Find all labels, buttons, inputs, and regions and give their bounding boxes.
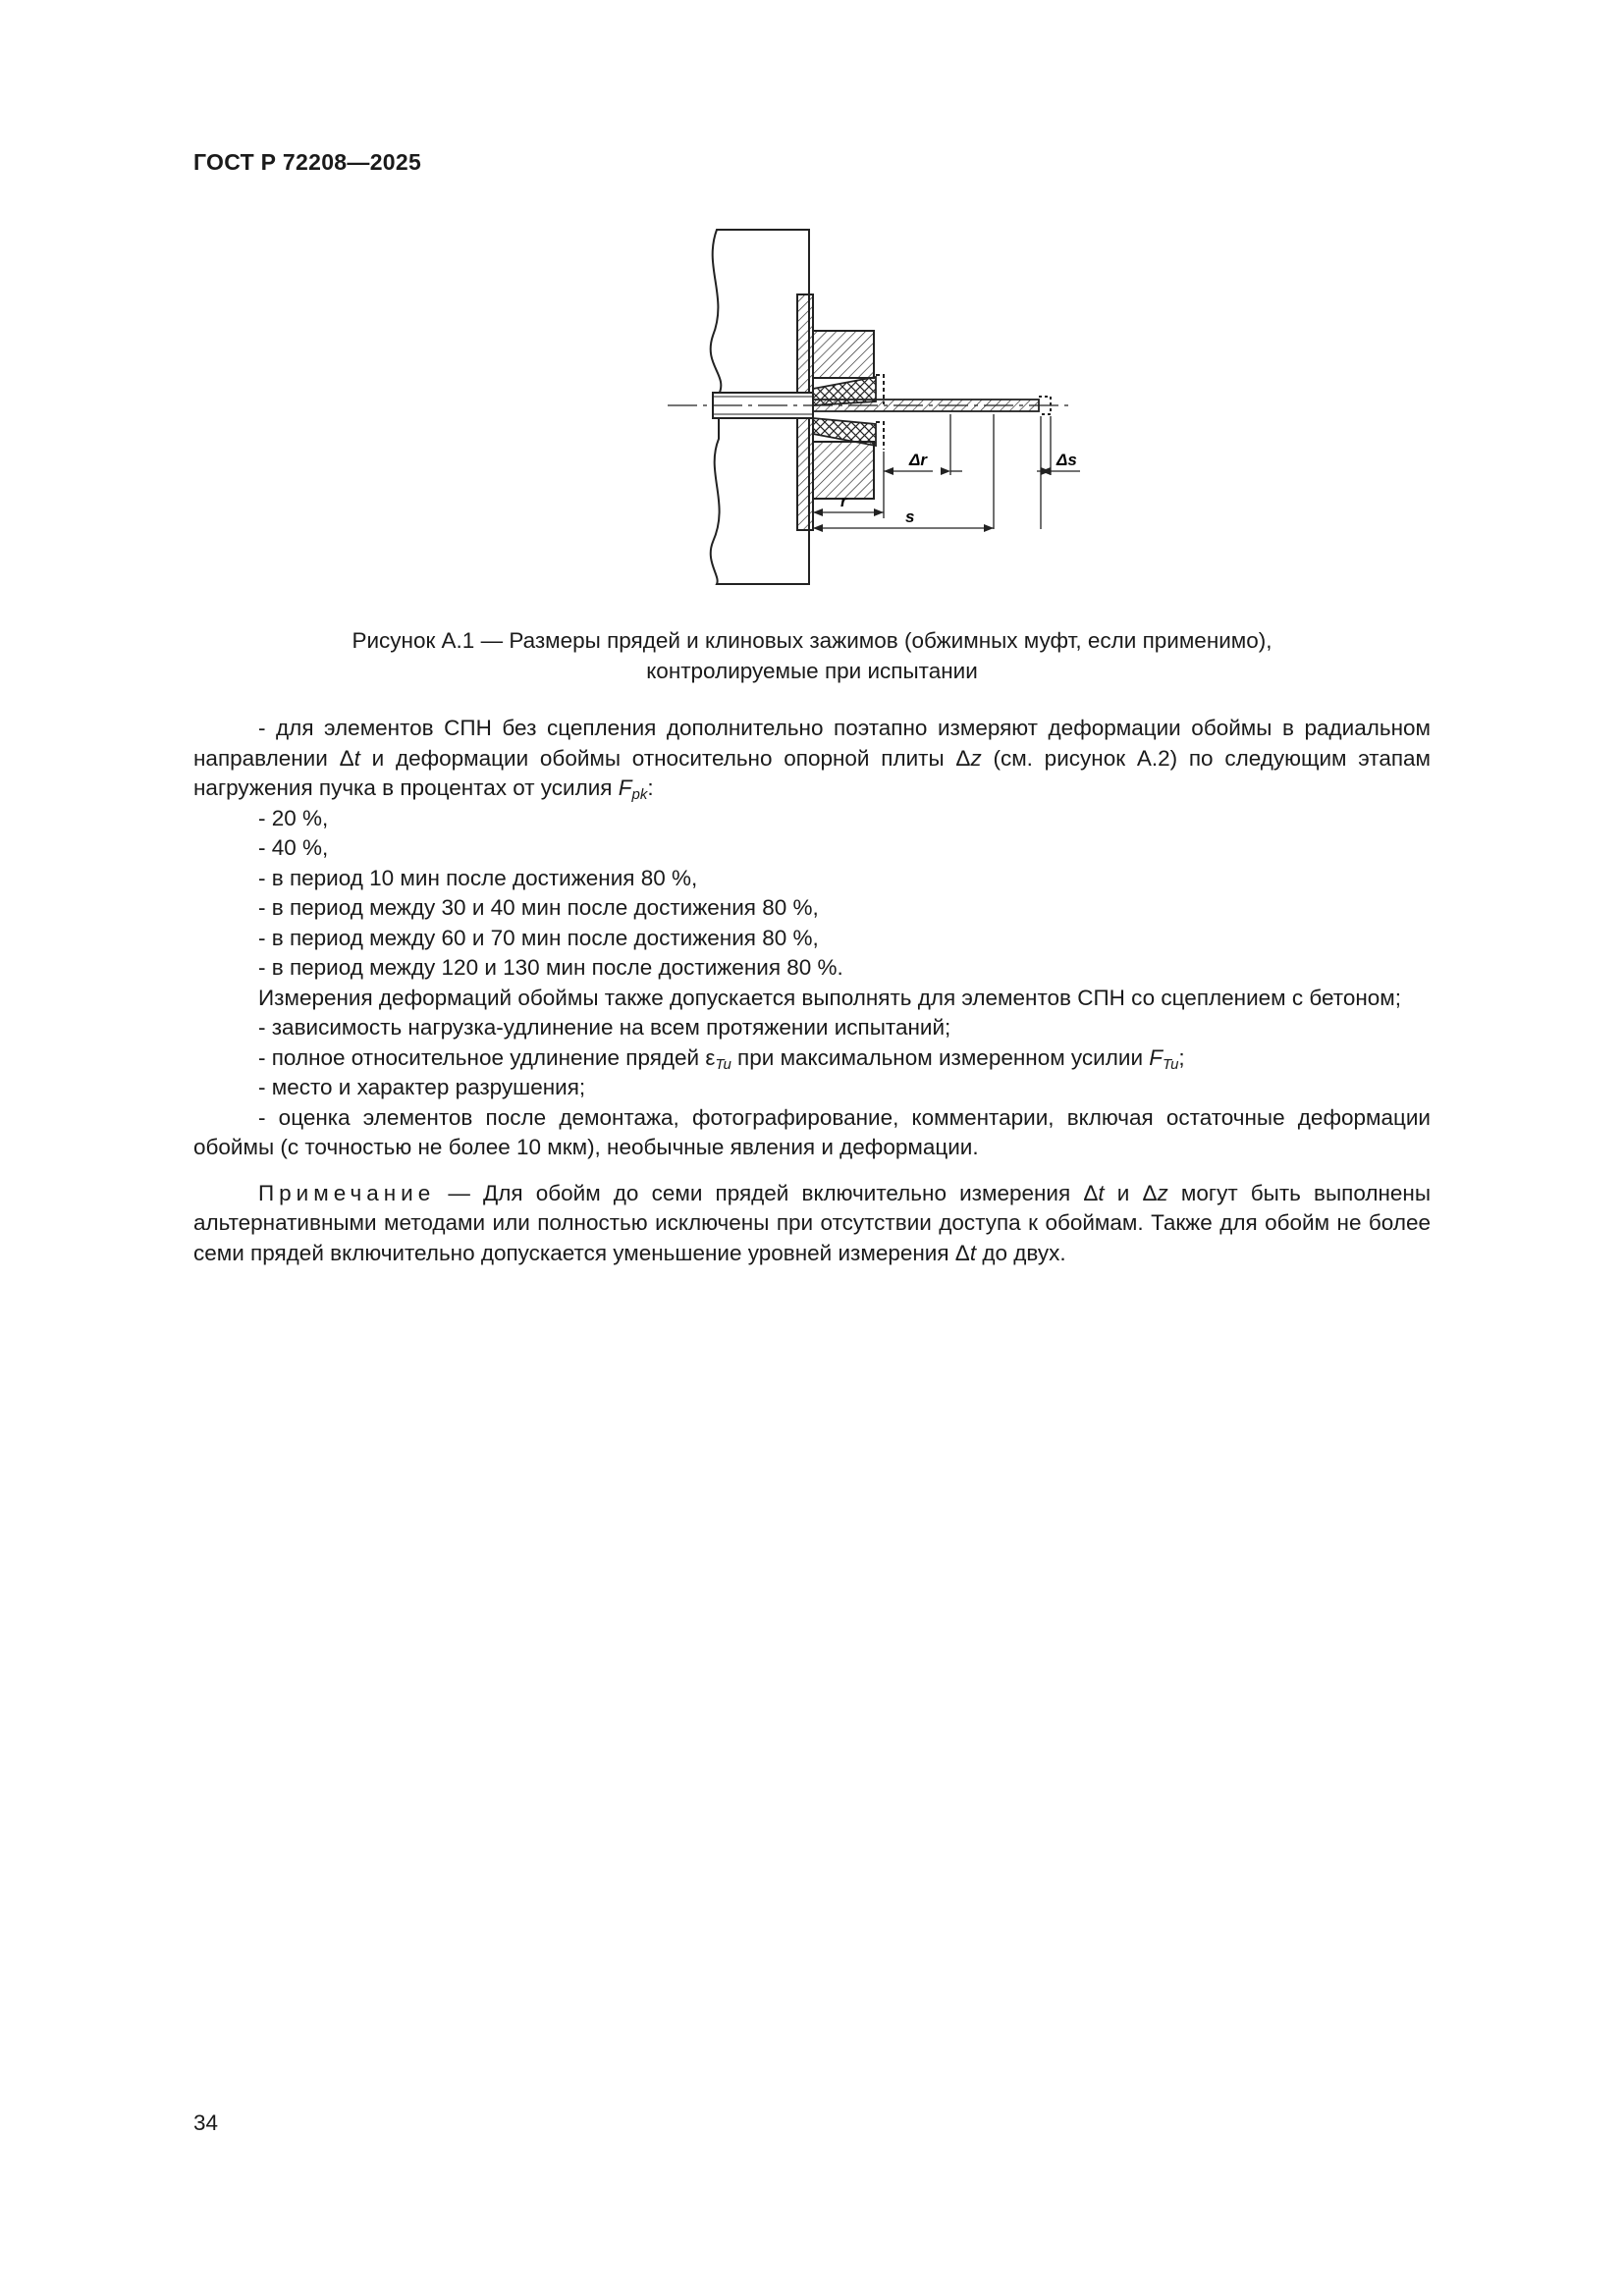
dimension-label-r: r: [840, 492, 847, 510]
stage-item: - 40 %,: [258, 835, 329, 860]
figure-a1-anchor-drawing: [648, 228, 1077, 586]
stage-item: - в период 10 мин после достижения 80 %,: [258, 865, 698, 890]
dimension-label-dr: Δr: [909, 451, 928, 469]
list-item-evaluation: - оценка элементов после демонтажа, фотографирование, комментарии, включая остаточные деформации обоймы (с точностью не более 10 мкм), необычные явления и деформации.: [193, 1104, 1431, 1159]
intro-paragraph: - для элементов СПН без сцепления дополнительно поэтапно измеряют деформации обоймы в радиальном направлении Δt и деформации обоймы относительно опорной плиты Δz (см. рисунок А.2) по следующим этапам нагружения пучка в процентах от усилия $F_{pk}$:: [193, 716, 1432, 803]
figure-caption-line-1: Рисунок А.1 — Размеры прядей и клиновых зажимов (обжимных муфт, если применимо),: [352, 628, 1272, 653]
list-item-failure: - место и характер разрушения;: [258, 1075, 586, 1099]
stage-item: - 20 %,: [258, 805, 329, 830]
figure-caption: [193, 625, 1431, 686]
measurement-note: Измерения деформаций обоймы также допускается выполнять для элементов СПН со сцеплением с бетоном;: [258, 985, 1402, 1010]
stage-item: - в период между 30 и 40 мин после достижения 80 %,: [258, 895, 819, 920]
anchor-drawing-svg: [648, 228, 1077, 586]
note-paragraph: Примечание — Для обойм до семи прядей включительно измерения Δt и Δz могут быть выполнены альтернативными методами или полностью исключены при отсутствии доступа к обоймам. Также для обойм не более семи прядей включительно допускается уменьшение уровней измерения Δt до двух.: [193, 1180, 1432, 1265]
figure-caption-line-2: контролируемые при испытании: [646, 659, 978, 683]
wedge-grip-dashes: [876, 375, 884, 450]
stage-item: - в период между 60 и 70 мин после достижения 80 %,: [258, 925, 819, 950]
list-item-load-elongation: - зависимость нагрузка-удлинение на всем протяжении испытаний;: [258, 1015, 951, 1040]
note-label: Примечание: [258, 1180, 436, 1205]
list-item-total-elongation: - полное относительное удлинение прядей $\varepsilon_{Tu}$ при максимальном измеренном усилии $F_{Tu}$;: [258, 1044, 1185, 1073]
dimension-label-s: s: [905, 507, 915, 526]
body-text: [193, 714, 1431, 1291]
stage-item: - в период между 120 и 130 мин после достижения 80 %.: [258, 955, 843, 980]
page-number: 34: [193, 2110, 219, 2135]
document-code-header: ГОСТ Р 72208—2025: [193, 149, 422, 175]
anchor-head-lower: [813, 442, 874, 499]
dimension-label-ds: Δs: [1056, 451, 1077, 469]
anchor-head-upper: [813, 331, 874, 378]
